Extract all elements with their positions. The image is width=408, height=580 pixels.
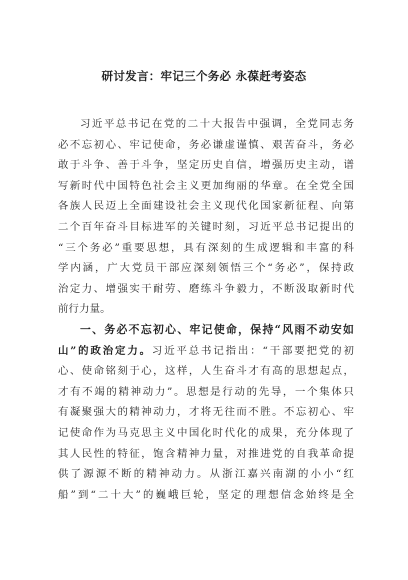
- document-title: 研讨发言：牢记三个务必 永葆赶考姿态: [101, 69, 307, 83]
- paragraph-2-line-3: 才有不竭的精神动力”。思想是行动的先导，一个集体只: [58, 385, 354, 398]
- paragraph-1-line-8: 学内涵，广大党员干部应深刻领悟三个“务必”，保持政: [58, 262, 354, 275]
- paragraph-1-line-4: 写新时代中国特色社会主义更加绚丽的华章。在全党全国: [58, 179, 354, 192]
- paragraph-2-line-2: 心、使命铭刻于心，这样，人生奋斗才有高的思想起点，: [58, 365, 354, 378]
- paragraph-1-line-10: 前行力量。: [58, 303, 111, 316]
- paragraph-2-line-7: 供了源源不断的精神动力。从浙江嘉兴南湖的小小“红: [58, 468, 354, 481]
- paragraph-2-line-6: 其人民性的特征，饱含精神力量，对推进党的自我革命提: [58, 447, 354, 460]
- paragraph-1-line-1: 习近平总书记在党的二十大报告中强调，全党同志务: [80, 118, 354, 130]
- paragraph-1-line-5: 各族人民迈上全面建设社会主义现代化国家新征程、向第: [58, 200, 354, 213]
- paragraph-1-line-2: 必不忘初心、牢记使命，务必谦虚谨慎、艰苦奋斗，务必: [58, 138, 354, 151]
- paragraph-2-line-1-text: 习近平总书记指出：“干部要把党的初: [151, 344, 354, 357]
- document-body: [58, 114, 354, 505]
- section-heading-1-line-1: 一、务必不忘初心、牢记使命，保持“风雨不动安如: [80, 322, 354, 336]
- paragraph-2-line-8: 船”到“二十大”的巍峨巨轮，坚定的理想信念始终是全: [58, 488, 354, 501]
- paragraph-2-line-5: 记使命作为马克思主义中国化时代化的成果，充分体现了: [58, 426, 354, 439]
- paragraph-1-line-3: 敢于斗争、善于斗争，坚定历史自信，增强历史主动，谱: [58, 159, 354, 172]
- paragraph-1-line-7: “三个务必”重要思想，具有深刻的生成逻辑和丰富的科: [58, 241, 354, 254]
- paragraph-1-line-9: 治定力、增强实干耐劳、磨练斗争毅力，不断汲取新时代: [58, 282, 354, 295]
- section-heading-1-line-2: 山”的政治定力。: [58, 344, 152, 357]
- paragraph-1-line-6: 二个百年奋斗目标进军的关键时刻，习近平总书记提出的: [58, 220, 354, 233]
- paragraph-2-line-4: 有凝聚强大的精神动力，才将无往而不胜。不忘初心、牢: [58, 406, 354, 419]
- paragraph-2-line-1: [58, 341, 354, 362]
